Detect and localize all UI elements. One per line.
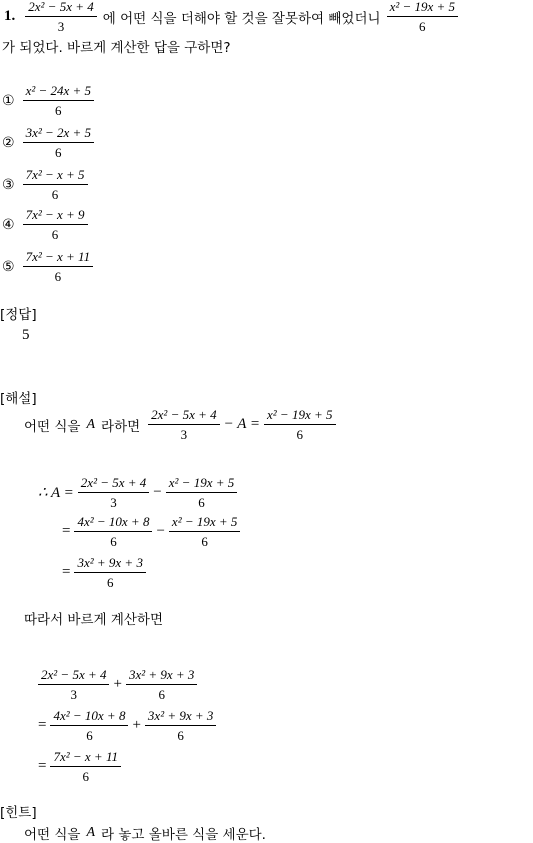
- hint-text: 어떤 식을 A 라 놓고 올바른 식을 세운다.: [24, 825, 266, 843]
- choice-marker-3: ③: [2, 176, 15, 193]
- explanation-therefore: 따라서 바르게 계산하면: [24, 612, 163, 628]
- choice-3[interactable]: [2, 168, 88, 201]
- question-text-2: 가 되었다. 바르게 계산한 답을 구하면?: [2, 40, 231, 56]
- choice-5[interactable]: [2, 250, 93, 283]
- explanation-step-1: ∴ A = $\frac{\text{2x² − 5x + 4}}{3}$ − $\frac{\text{x² − 19x + 5}}{6}$: [38, 476, 237, 509]
- calc-line-1: $\frac{\text{2x² − 5x + 4}}{3}$ + $\frac{\text{3x² + 9x + 3}}{6}$: [38, 668, 197, 701]
- choice-fraction-4: $\frac{\text{7x² − x + 9}}{6}$: [23, 208, 88, 241]
- answer-value: 5: [22, 327, 30, 343]
- explanation-step-2: = $\frac{\text{4x² − 10x + 8}}{6}$ − $\frac{\text{x² − 19x + 5}}{6}$: [62, 515, 240, 548]
- calc-line-2: = $\frac{\text{4x² − 10x + 8}}{6}$ + $\frac{\text{3x² + 9x + 3}}{6}$: [38, 709, 216, 742]
- question-number: 1.: [4, 8, 16, 24]
- explanation-step-3: = $\frac{\text{3x² + 9x + 3}}{6}$: [62, 556, 146, 589]
- choice-fraction-1: $\frac{\text{x² − 24x + 5}}{6}$: [23, 84, 94, 117]
- explanation-intro: 어떤 식을 A 라하면 $\frac{\text{2x² − 5x + 4}}{3}$ − A = $\frac{\text{x² − 19x + 5}}{6}$: [24, 408, 336, 441]
- choice-4[interactable]: [2, 208, 88, 241]
- question-fraction-1: $\frac{\text{2x² − 5x + 4}}{3}$: [25, 0, 96, 33]
- choice-fraction-3: $\frac{\text{7x² − x + 5}}{6}$: [23, 168, 88, 201]
- question-text-1: 에 어떤 식을 더해야 할 것을 잘못하여 빼었더니: [102, 10, 381, 27]
- choice-marker-5: ⑤: [2, 258, 15, 275]
- choice-marker-2: ②: [2, 134, 15, 151]
- choice-marker-4: ④: [2, 216, 15, 233]
- choice-2[interactable]: [2, 126, 94, 159]
- explanation-label: [해설]: [0, 391, 37, 407]
- answer-label: [정답]: [0, 307, 37, 323]
- hint-label: [힌트]: [0, 805, 37, 821]
- choice-marker-1: ①: [2, 92, 15, 109]
- question-fraction-2: $\frac{\text{x² − 19x + 5}}{6}$: [387, 0, 458, 33]
- choice-fraction-5: $\frac{\text{7x² − x + 11}}{6}$: [23, 250, 94, 283]
- question-line: [4, 0, 458, 33]
- calc-line-3: = $\frac{\text{7x² − x + 11}}{6}$: [38, 750, 121, 783]
- choice-1[interactable]: [2, 84, 94, 117]
- choice-fraction-2: $\frac{\text{3x² − 2x + 5}}{6}$: [23, 126, 94, 159]
